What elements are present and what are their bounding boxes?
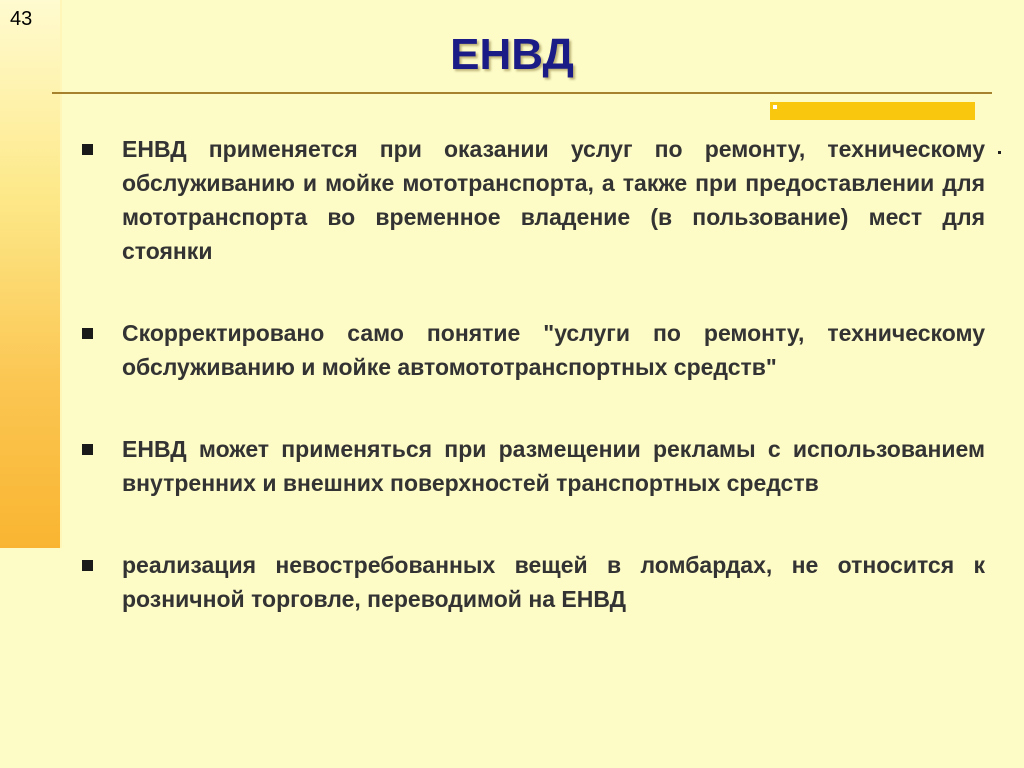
bullet-text: ЕНВД может применяться при размещении рекламы с использованием внутренних и внешних поверхностей транспортных средств: [122, 436, 985, 496]
accent-dot: [773, 105, 777, 109]
bullet-item: [82, 132, 985, 268]
edge-dot: [998, 151, 1001, 154]
bullet-item: [82, 432, 985, 500]
slide-title: ЕНВД: [450, 30, 574, 79]
bullet-text: реализация невостребованных вещей в ломбардах, не относится к розничной торговле, переводимой на ЕНВД: [122, 552, 985, 612]
square-bullet-icon: [82, 560, 93, 571]
square-bullet-icon: [82, 144, 93, 155]
left-gradient-bar: [0, 0, 60, 548]
bullet-item: [82, 548, 985, 616]
bullet-text: Скорректировано само понятие "услуги по ремонту, техническому обслуживанию и мойке автомототранспортных средств": [122, 320, 985, 380]
title-divider: [52, 92, 992, 94]
slide-number: 43: [10, 8, 33, 30]
left-bar-highlight: [60, 0, 62, 548]
square-bullet-icon: [82, 444, 93, 455]
bullet-list: [82, 132, 985, 664]
bullet-text: ЕНВД применяется при оказании услуг по ремонту, техническому обслуживанию и мойке мототранспорта, а также при предоставлении для мототранспорта во временное владение (в пользование) мест для стоянки: [122, 136, 985, 264]
square-bullet-icon: [82, 328, 93, 339]
bullet-item: [82, 316, 985, 384]
accent-bar: [770, 102, 975, 120]
